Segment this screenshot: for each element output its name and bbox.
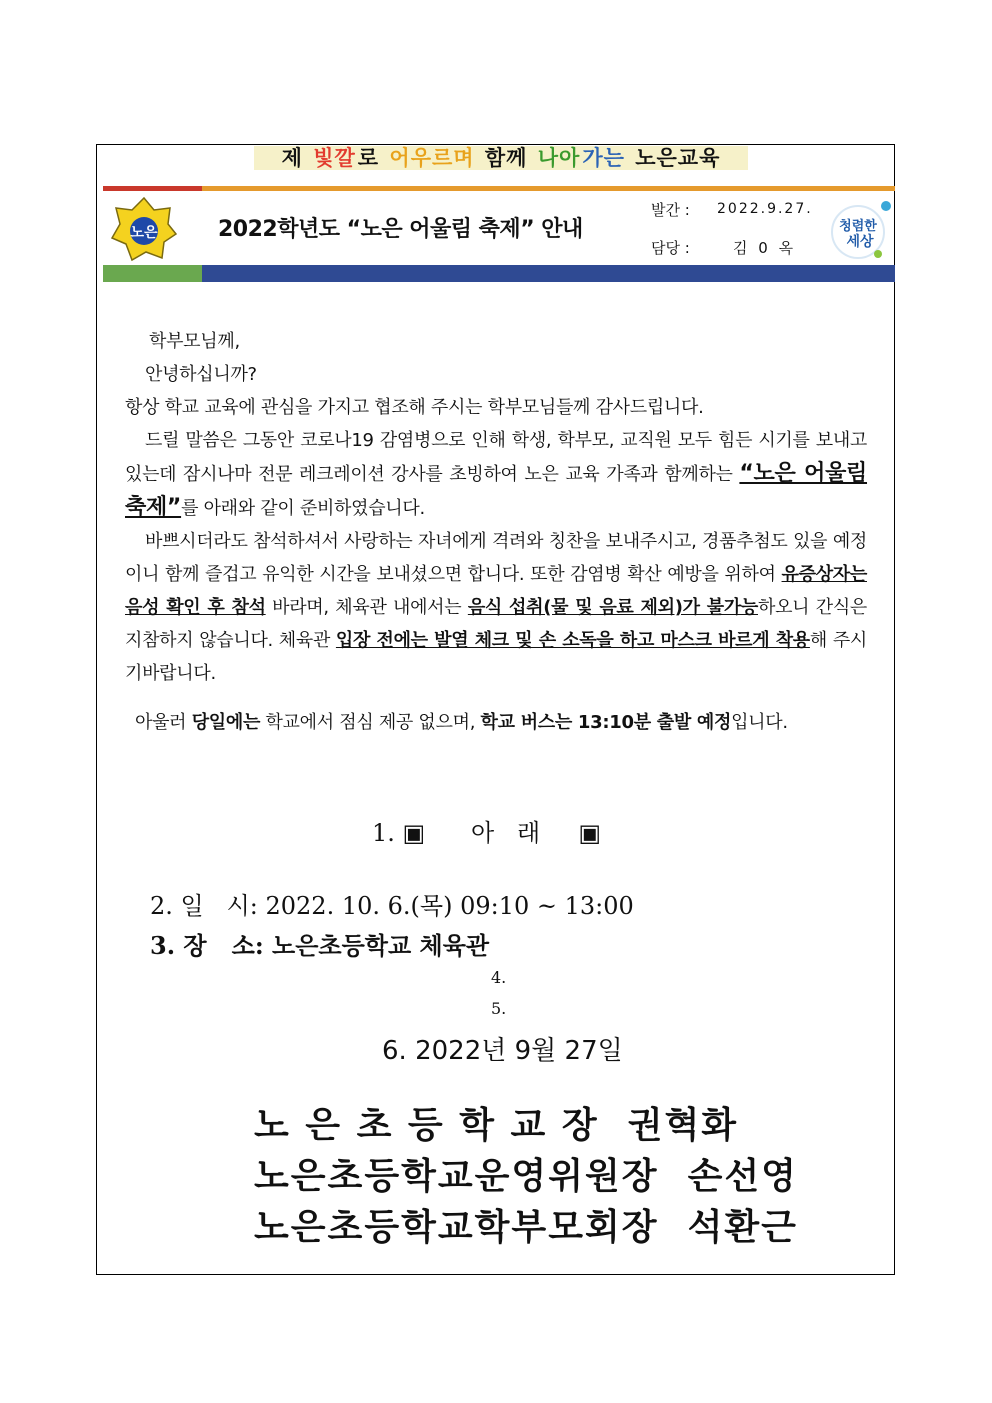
paragraph-4-mid: 학교에서 점심 제공 없으며,	[260, 712, 481, 733]
slogan-word: 노은교육	[635, 145, 721, 170]
logo-text: 노은	[130, 225, 158, 241]
notice-item-4: 4.	[491, 968, 507, 987]
paragraph-4	[125, 706, 867, 739]
issue-date: 2022.9.27.	[717, 201, 813, 217]
greeting-2: 안녕하십니까?	[145, 364, 257, 385]
food-notice: 음식 섭취(물 및 음료 제외)가 불가능	[467, 597, 758, 618]
slogan-word: 나아	[537, 145, 581, 170]
header-bar-top-left	[103, 186, 202, 191]
seal-text-1: 청렴한	[839, 219, 877, 234]
header-bar-top-right	[202, 186, 895, 191]
signature-committee: 노은초등학교운영위원장 손선영	[254, 1155, 798, 1197]
letter-body	[125, 325, 867, 739]
school-logo-icon	[110, 196, 178, 262]
entry-notice: 입장 전에는 발열 체크 및 손 소독을 하고 마스크 바르게 착용	[335, 630, 810, 651]
slogan-banner	[254, 146, 748, 170]
slogan-word: 제	[281, 145, 303, 170]
notice-item-datetime: 2. 일 시: 2022. 10. 6.(목) 09:10 ~ 13:00	[150, 892, 634, 920]
paragraph-3-mid2: 하오니 간식은 지참하지 않습니다. 체육관	[125, 597, 867, 651]
greeting-1: 학부모님께,	[149, 331, 240, 352]
paragraph-3-end: 해 주시기바랍니다.	[125, 630, 868, 684]
festival-name: “노은 어울림 축제”	[125, 461, 868, 520]
symptom-notice: 유증상자는 음성 확인 후 참석	[125, 564, 867, 618]
paragraph-2	[125, 424, 867, 525]
event-day: 당일에는	[191, 712, 261, 733]
notice-heading: 1. ▣ 아 래 ▣	[372, 819, 602, 847]
paragraph-4-text: 아울러	[135, 712, 192, 733]
notice-item-place: 3. 장 소: 노은초등학교 체육관	[150, 931, 490, 960]
issue-date-line: 6. 2022년 9월 27일	[382, 1036, 623, 1066]
signature-parents: 노은초등학교학부모회장 석환근	[254, 1206, 798, 1248]
paragraph-3-mid: 바라며, 체육관 내에서는	[265, 597, 468, 618]
integrity-seal-icon	[828, 196, 894, 262]
issue-label: 발간 :	[651, 201, 690, 219]
paragraph-4-end: 입니다.	[731, 712, 788, 733]
paragraph-2-text: 드릴 말씀은 그동안 코로나19 감염병으로 인해 학생, 학부모, 교직원 모두 힘든 시기를 보내고 있는데 잠시나마 전문 레크레이션 강사를 초빙하여 노은 교육 가족과 함께하는	[125, 430, 867, 485]
bus-notice: 학교 버스는 13:10분 출발 예정	[480, 712, 732, 733]
header-bar-bottom-right	[202, 265, 895, 282]
paragraph-3	[125, 525, 867, 690]
paragraph-3-text: 바쁘시더라도 참석하셔서 사랑하는 자녀에게 격려와 칭찬을 보내주시고, 경품추첨도 있을 예정이니 함께 즐겁고 유익한 시간을 보내셨으면 합니다. 또한 감염병 확산 예방을 위하여	[125, 531, 867, 585]
notice-item-5: 5.	[491, 999, 507, 1018]
slogan-word: 빛깔	[313, 145, 356, 170]
paragraph-2-end: 를 아래와 같이 준비하였습니다.	[181, 498, 425, 519]
manager-label: 담당 :	[651, 239, 690, 257]
signature-principal: 노 은 초 등 학 교 장 권혁화	[254, 1104, 739, 1146]
manager-name: 김 0 옥	[733, 239, 797, 257]
slogan-word: 가는	[582, 145, 625, 170]
header-bar-bottom-left	[103, 265, 202, 282]
slogan-word: 함께	[484, 145, 528, 170]
seal-text-2: 세상	[846, 234, 874, 250]
page-title: 2022학년도 “노은 어울림 축제” 안내	[218, 217, 583, 242]
slogan-word: 로	[357, 145, 380, 170]
slogan-word: 어우르며	[389, 145, 475, 170]
paragraph-1: 항상 학교 교육에 관심을 가지고 협조해 주시는 학부모님들께 감사드립니다.	[125, 397, 704, 418]
